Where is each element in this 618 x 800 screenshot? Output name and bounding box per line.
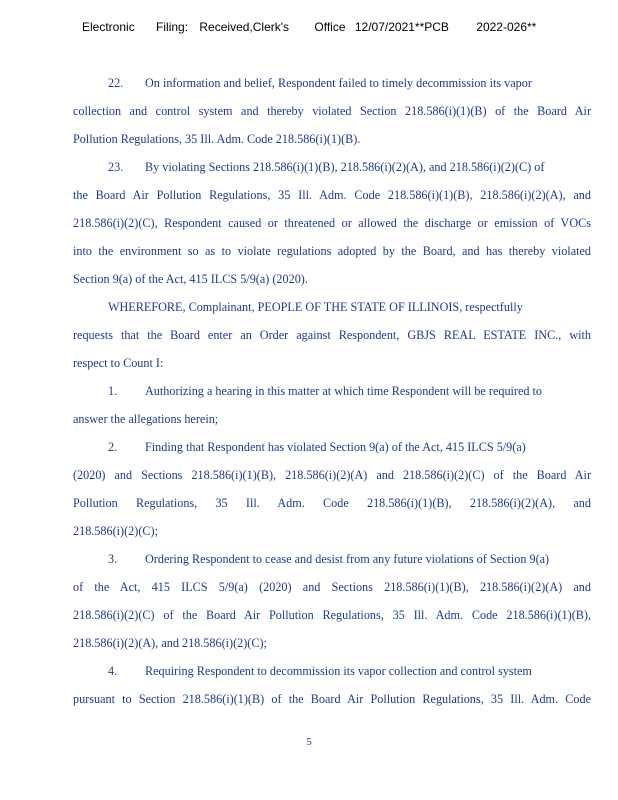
relief-3-line-1: 3. Ordering Respondent to cease and desist from any future violations of Section 9(a) (73, 545, 591, 573)
relief-2-line-3: Pollution Regulations, 35 Ill. Adm. Code 218.586(i)(1)(B), 218.586(i)(2)(A), and (73, 496, 591, 510)
header-date: 12/07/2021**PCB (354, 20, 449, 34)
header-electronic: Electronic (82, 20, 135, 34)
filing-stamp-header (82, 20, 536, 34)
relief-3-line-3: 218.586(i)(2)(C) of the Board Air Pollution Regulations, 35 Ill. Adm. Code 218.586(i)(1)(B), (73, 608, 591, 622)
relief-1-line-2: answer the allegations herein; (73, 412, 219, 426)
paragraph-number: 3. (108, 552, 118, 566)
relief-2-line-2: (2020) and Sections 218.586(i)(1)(B), 218.586(i)(2)(A) and 218.586(i)(2)(C) of the Board Air (73, 468, 591, 482)
relief-2-line-4: 218.586(i)(2)(C); (73, 524, 158, 538)
paragraph-number: 4. (108, 664, 118, 678)
relief-3-line-2: of the Act, 415 ILCS 5/9(a) (2020) and Sections 218.586(i)(1)(B), 218.586(i)(2)(A) and (73, 580, 591, 594)
paragraph-number: 22. (108, 76, 124, 90)
paragraph-number: 23. (108, 160, 124, 174)
paragraph-22-line-1: 22. On information and belief, Respondent failed to timely decommission its vapor (73, 69, 591, 97)
relief-2-line-1: 2. Finding that Respondent has violated Section 9(a) of the Act, 415 ILCS 5/9(a) (73, 433, 591, 461)
paragraph-number: 2. (108, 440, 118, 454)
wherefore-line-1: WHEREFORE, Complainant, PEOPLE OF THE STATE OF ILLINOIS, respectfully (108, 300, 523, 314)
document-body (73, 69, 591, 713)
header-docket: 2022-026** (476, 20, 537, 34)
paragraph-23-line-1: 23. By violating Sections 218.586(i)(1)(B), 218.586(i)(2)(A), and 218.586(i)(2)(C) of (73, 153, 591, 181)
relief-4-line-1: 4. Requiring Respondent to decommission its vapor collection and control system (73, 657, 591, 685)
relief-1-line-1: 1. Authorizing a hearing in this matter at which time Respondent will be required to (73, 377, 591, 405)
page-number: 5 (306, 736, 312, 748)
paragraph-22-line-3: Pollution Regulations, 35 Ill. Adm. Code 218.586(i)(1)(B). (73, 132, 361, 146)
paragraph-22-line-2: collection and control system and thereby violated Section 218.586(i)(1)(B) of the Board Air (73, 104, 591, 118)
wherefore-line-2: requests that the Board enter an Order against Respondent, GBJS REAL ESTATE INC., with (73, 328, 591, 342)
header-office: Office (314, 20, 346, 34)
relief-4-line-2: pursuant to Section 218.586(i)(1)(B) of the Board Air Pollution Regulations, 35 Ill. Adm. Code (73, 692, 591, 706)
paragraph-23-line-4: into the environment so as to violate regulations adopted by the Board, and has thereby violated (73, 244, 591, 258)
paragraph-23-line-5: Section 9(a) of the Act, 415 ILCS 5/9(a) (2020). (73, 272, 308, 286)
paragraph-23-line-2: the Board Air Pollution Regulations, 35 Ill. Adm. Code 218.586(i)(1)(B), 218.586(i)(2)(A), and (73, 188, 591, 202)
header-received: Received,Clerk's (199, 20, 290, 34)
wherefore-line-3: respect to Count I: (73, 356, 164, 370)
relief-3-line-4: 218.586(i)(2)(A), and 218.586(i)(2)(C); (73, 636, 267, 650)
paragraph-23-line-3: 218.586(i)(2)(C), Respondent caused or threatened or allowed the discharge or emission of VOCs (73, 216, 591, 230)
header-filing: Filing: (156, 20, 189, 34)
paragraph-number: 1. (108, 384, 118, 398)
